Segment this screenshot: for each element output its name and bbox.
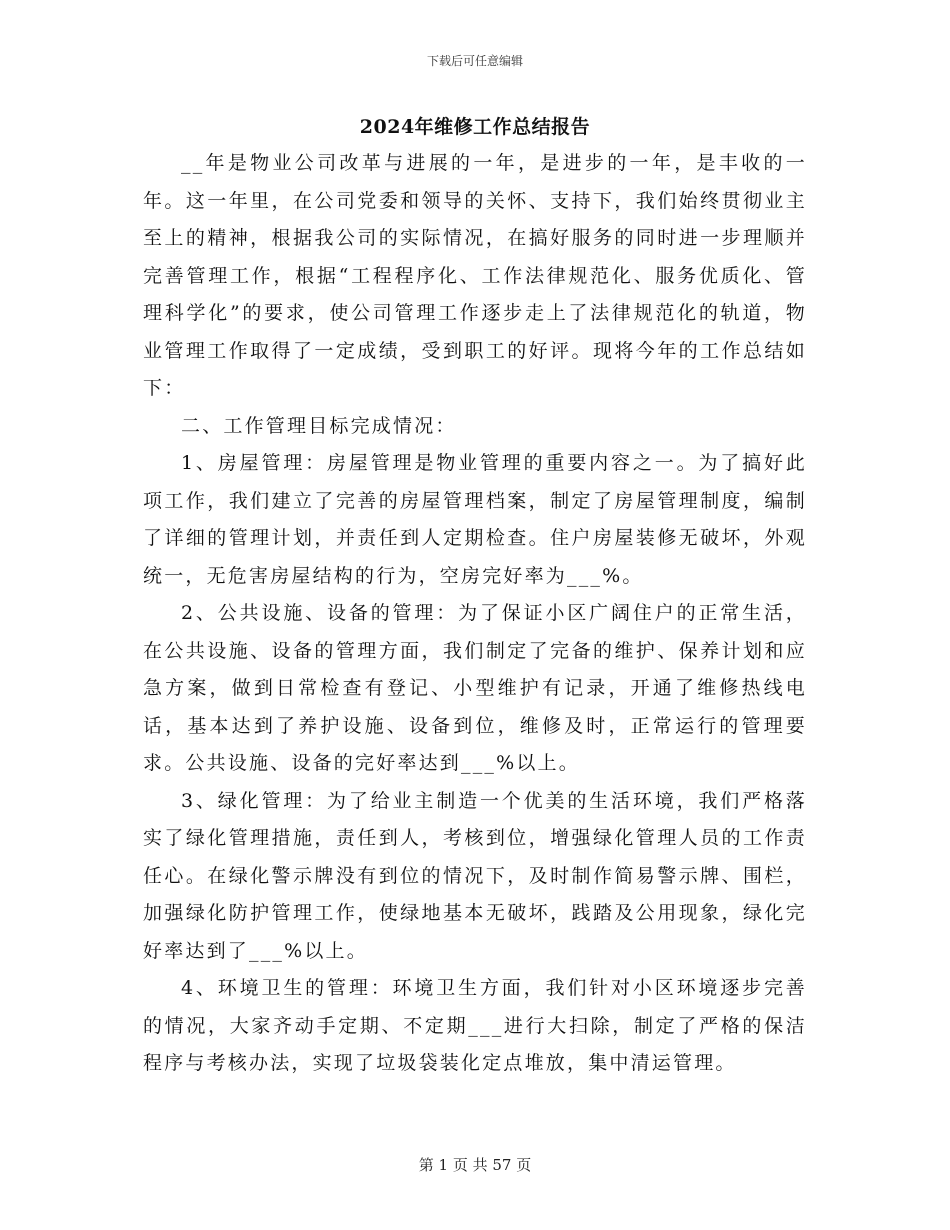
- paragraph-intro: __年是物业公司改革与进展的一年，是进步的一年，是丰收的一年。这一年里，在公司党委和领导的关怀、支持下，我们始终贯彻业主至上的精神，根据我公司的实际情况，在搞好服务的同时进一步理顺并完善管理工作，根据“工程程序化、工作法律规范化、服务优质化、管理科学化”的要求，使公司管理工作逐步走上了法律规范化的轨道，物业管理工作取得了一定成绩，受到职工的好评。现将今年的工作总结如下：: [143, 152, 807, 399]
- document-title: 2024年维修工作总结报告: [359, 116, 591, 138]
- paragraph-housing-management: 1、房屋管理：房屋管理是物业管理的重要内容之一。为了搞好此项工作，我们建立了完善的房屋管理档案，制定了房屋管理制度，编制了详细的管理计划，并责任到人定期检查。住户房屋装修无破坏，外观统一，无危害房屋结构的行为，空房完好率为___%。: [143, 452, 807, 587]
- paragraph-sanitation-management: 4、环境卫生的管理：环境卫生方面，我们针对小区环境逐步完善的情况，大家齐动手定期、不定期___进行大扫除，制定了严格的保洁程序与考核办法，实现了垃圾袋装化定点堆放，集中清运管理。: [143, 977, 807, 1074]
- page-number: 第 1 页 共 57 页: [418, 1156, 532, 1174]
- document-body: [143, 145, 807, 1083]
- section-heading-targets: 二、工作管理目标完成情况：: [181, 414, 457, 437]
- paragraph-public-facilities: 2、公共设施、设备的管理：为了保证小区广阔住户的正常生活，在公共设施、设备的管理方面，我们制定了完备的维护、保养计划和应急方案，做到日常检查有登记、小型维护有记录，开通了维修热线电话，基本达到了养护设施、设备到位，维修及时，正常运行的管理要求。公共设施、设备的完好率达到___%以上。: [143, 602, 807, 774]
- paragraph-greening-management: 3、绿化管理：为了给业主制造一个优美的生活环境，我们严格落实了绿化管理措施，责任到人，考核到位，增强绿化管理人员的工作责任心。在绿化警示牌没有到位的情况下，及时制作简易警示牌、围栏，加强绿化防护管理工作，使绿地基本无破坏，践踏及公用现象，绿化完好率达到了___%以上。: [143, 789, 807, 962]
- header-note: 下载后可任意编辑: [426, 54, 523, 68]
